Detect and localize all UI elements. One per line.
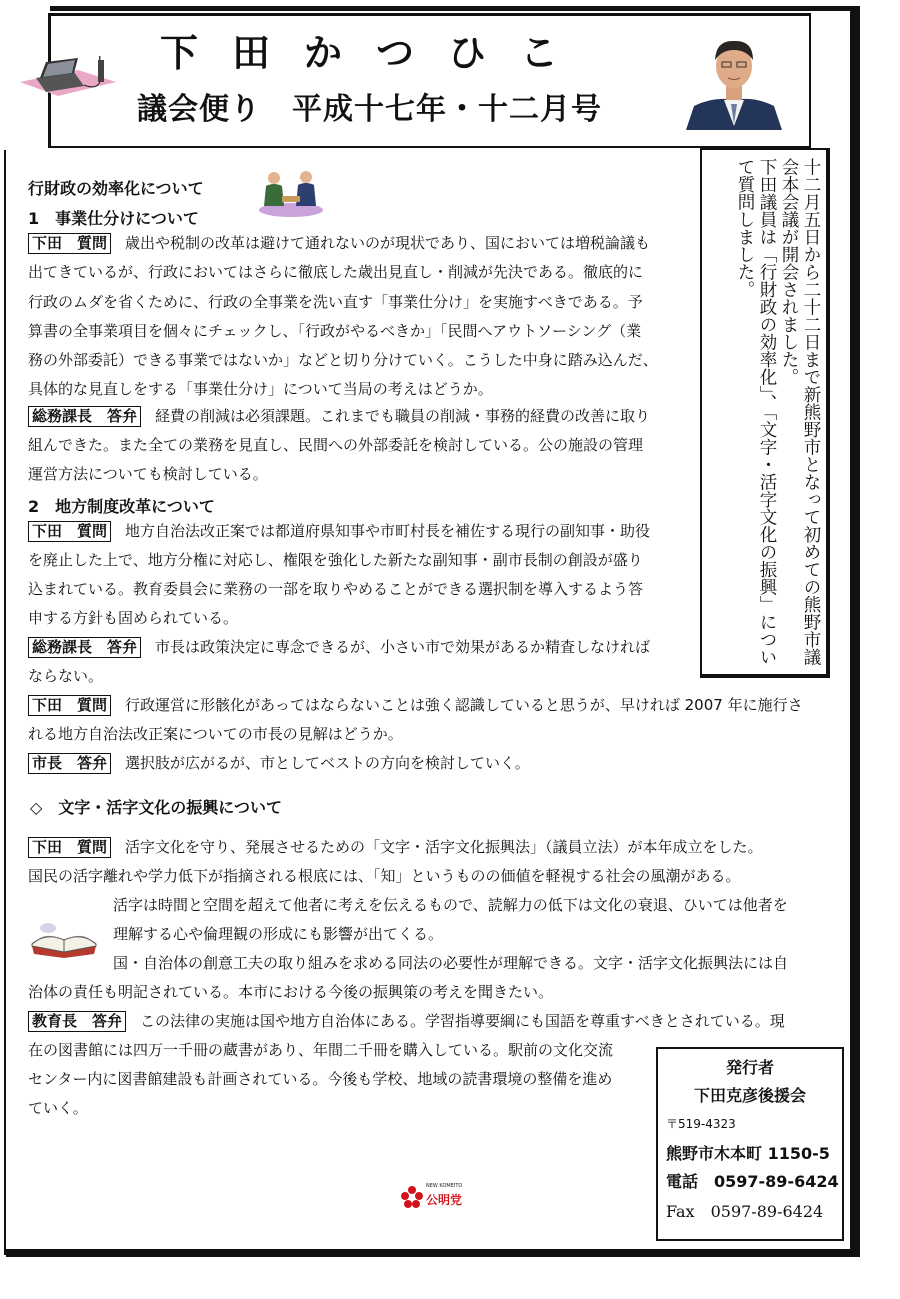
komeito-flower-icon [400, 1185, 424, 1209]
paragraph-line: 算書の全事業項目を個々にチェックし、「行政がやるべきか」「民間へアウトソーシング（業 [28, 322, 642, 340]
paragraph-line: ていく。 [28, 1099, 88, 1117]
paragraph-line: 務の外部委託）できる事業ではないか」などと切り分けていく。こうした中身に踏み込んだ、 [28, 351, 658, 369]
speaker-tag: 市長 答弁 [28, 753, 111, 774]
speaker-tag: 下田 質問 [28, 521, 111, 542]
paragraph-line: れる地方自治法改正案についての市長の見解はどうか。 [28, 725, 403, 743]
paragraph-text: この法律の実施は国や地方自治体にある。学習指導要綱にも国語を尊重すべきとされている。現 [140, 1012, 785, 1030]
paragraph-text: 地方自治法改正案では都道府県知事や市町村長を補佐する現行の副知事・助役 [125, 522, 651, 540]
paragraph-line [28, 1007, 785, 1036]
paragraph-line [28, 833, 763, 862]
publisher-fax: Fax 0597-89-6424 [666, 1202, 824, 1221]
paragraph-line [28, 691, 803, 720]
paragraph-line [28, 229, 650, 258]
summary-line: 下田議員は「行財政の効率化」、「文字・活字文化の振興」につい [757, 158, 777, 666]
paragraph-line: 込まれている。教育委員会に業務の一部を取りやめることができる選択制を導入するよう答 [28, 580, 644, 598]
speaker-tag: 総務課長 答弁 [28, 637, 141, 658]
summary-line: 十二月五日から二十二日まで新熊野市となって初めての熊野市議 [801, 158, 821, 666]
paragraph-line: ならない。 [28, 667, 104, 685]
subsection-local-system-reform: 2 地方制度改革について [28, 497, 215, 516]
paragraph-line: 運営方法についても検討している。 [28, 465, 268, 483]
postal-code: 〒519-4323 [666, 1117, 736, 1131]
paragraph-line: 理解する心や倫理観の形成にも影響が出てくる。 [113, 925, 444, 943]
summary-line: 会本会議が開会されました。 [779, 158, 799, 386]
frame-right-bar [850, 6, 860, 1256]
paragraph-line: 活字は時間と空間を超えて他者に考えを伝えるもので、読解力の低下は文化の衰退、ひいては他者を [113, 896, 788, 914]
portrait-photo [684, 30, 784, 130]
session-summary-text [702, 158, 826, 666]
paragraph-text: 行政運営に形骸化があってはならないことは強く認識していると思うが、早ければ 2007 年に施行さ [125, 696, 803, 714]
paragraph-line: 行政のムダを省くために、行政の全事業を洗い直す「事業仕分け」を実施すべきである。予 [28, 293, 643, 311]
paragraph-line: 出てきているが、行政においてはさらに徹底した歳出見直し・削減が先決である。徹底的に [28, 263, 644, 281]
logo-name: 公明党 [426, 1193, 463, 1207]
komeito-logo [400, 1183, 472, 1209]
publisher-org: 下田克彦後援会 [693, 1086, 806, 1105]
publisher-address: 熊野市木本町 1150-5 [666, 1144, 830, 1163]
speaker-tag: 下田 質問 [28, 695, 111, 716]
logo-small-text: NEW KOMEITO [426, 1183, 463, 1189]
paragraph-text: 歳出や税制の改革は避けて通れないのが現状であり、国においては増税論議も [125, 234, 651, 252]
subsection-jigyo-shiwake: 1 事業仕分けについて [28, 209, 199, 228]
frame-top-bar [50, 6, 850, 11]
publisher-label: 発行者 [725, 1058, 774, 1077]
frame-bottom-bar [6, 1249, 860, 1257]
paragraph-text: 市長は政策決定に専念できるが、小さい市で効果があるか精査しなければ [155, 638, 651, 656]
frame-left-line [4, 150, 6, 1255]
open-book-illustration [28, 918, 100, 958]
page-title: 下田かつひこ [160, 31, 593, 75]
paragraph-line [28, 517, 650, 546]
paragraph-line: 国・自治体の創意工夫の取り組みを求める同法の必要性が理解できる。文字・活字文化振興法には自 [113, 954, 789, 972]
paragraph-line [28, 749, 530, 778]
speaker-tag: 下田 質問 [28, 233, 111, 254]
paragraph-text: 経費の削減は必須課題。これまでも職員の削減・事務的経費の改善に取り [155, 407, 651, 425]
section-title-literacy: ◇ 文字・活字文化の振興について [30, 798, 282, 817]
paragraph-line: 具体的な見直しをする「事業仕分け」について当局の考えはどうか。 [28, 380, 493, 398]
speaker-tag: 下田 質問 [28, 837, 111, 858]
publisher-box [656, 1047, 844, 1241]
paragraph-line: センター内に図書館建設も計画されている。今後も学校、地域の読書環境の整備を進め [28, 1070, 613, 1088]
paragraph-text: 選択肢が広がるが、市としてベストの方向を検討していく。 [125, 754, 530, 772]
paragraph-line: 申する方針も固められている。 [28, 609, 239, 627]
speaker-tag: 総務課長 答弁 [28, 406, 141, 427]
laptop-phone-illustration [18, 52, 118, 102]
paragraph-line: 治体の責任も明記されている。本市における今後の振興策の考えを聞きたい。 [28, 983, 554, 1001]
paragraph-line: 国民の活字離れや学力低下が指摘される根底には、「知」というものの価値を軽視する社会の風潮がある。 [28, 867, 741, 885]
paragraph-text: 活字文化を守り、発展させるための「文字・活字文化振興法」（議員立法）が本年成立をした。 [125, 838, 763, 856]
newsletter-subtitle: 議会便り 平成十七年・十二月号 [137, 92, 602, 127]
paragraph-line [28, 402, 650, 431]
section-title-admin-finance: 行財政の効率化について [28, 179, 204, 198]
paragraph-line: 組んできた。また全ての業務を見直し、民間への外部委託を検討している。公の施設の管理 [28, 436, 644, 454]
paragraph-line: を廃止した上で、地方分権に対応し、権限を強化した新たな副知事・副市長制の創設が盛り [28, 551, 643, 569]
speaker-tag: 教育長 答弁 [28, 1011, 126, 1032]
paragraph-line: 在の図書館には四万一千冊の蔵書があり、年間二千冊を購入している。駅前の文化交流 [28, 1041, 614, 1059]
publisher-phone: 電話 0597-89-6424 [666, 1172, 839, 1191]
meeting-people-illustration [258, 168, 324, 218]
summary-line: て質問しました。 [735, 158, 755, 298]
paragraph-line [28, 633, 650, 662]
session-summary-box [700, 148, 830, 678]
